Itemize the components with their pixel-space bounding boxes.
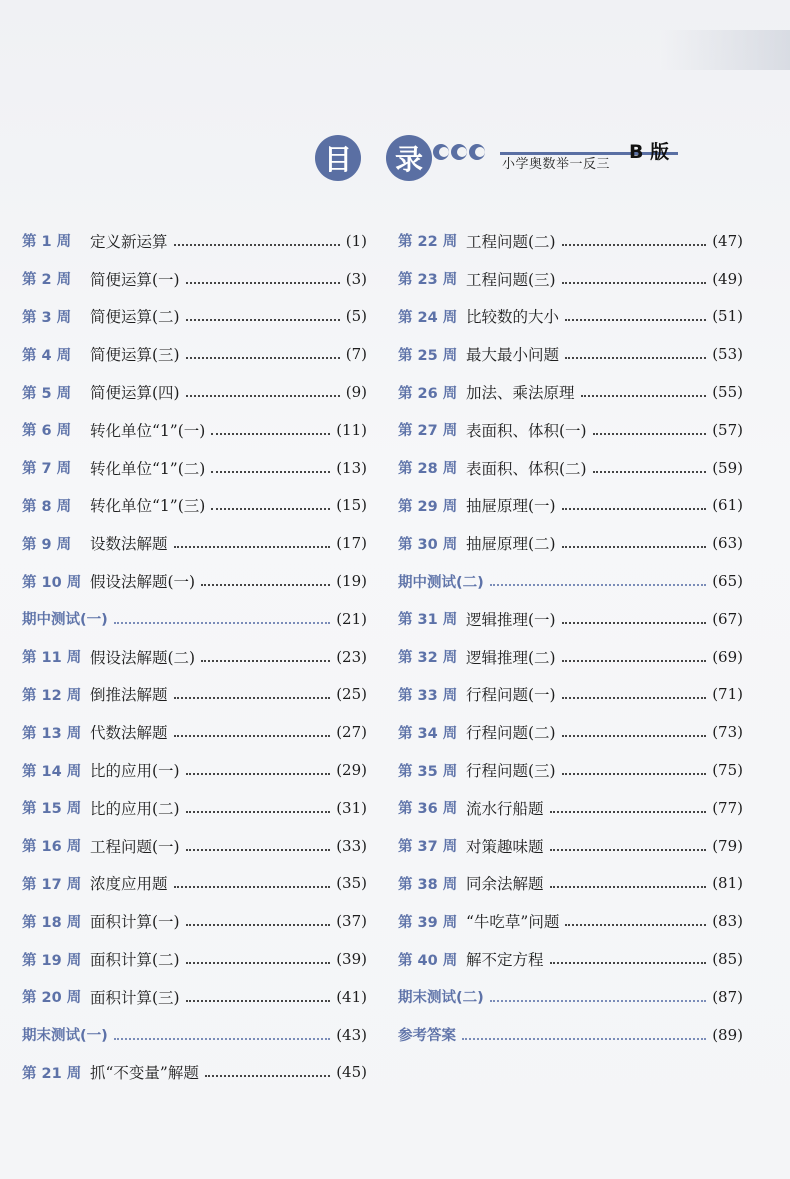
- dot-leader: [565, 357, 706, 359]
- toc-entry[interactable]: [22, 449, 367, 487]
- toc-page-number: (71): [712, 685, 743, 704]
- toc-entry-title: 加法、乘法原理: [466, 384, 575, 403]
- toc-page-number: (29): [336, 761, 367, 780]
- toc-week-label: 第 17 周: [22, 876, 82, 893]
- toc-entry[interactable]: [398, 676, 743, 714]
- toc-week-label: 第 11 周: [22, 650, 82, 667]
- toc-entry[interactable]: [22, 676, 367, 714]
- toc-page-number: (51): [712, 307, 743, 326]
- title-char-mu: 目: [315, 135, 361, 181]
- toc-page-number: (85): [712, 950, 743, 969]
- toc-week-label: 第 15 周: [22, 801, 82, 818]
- toc-entry-title: 逻辑推理(二): [466, 648, 556, 667]
- toc-page-number: (9): [345, 383, 367, 402]
- dot-leader: [562, 697, 707, 699]
- dot-leader: [462, 1038, 706, 1040]
- toc-entry[interactable]: [398, 562, 743, 600]
- dot-leader: [562, 773, 707, 775]
- edition-label: B 版: [629, 141, 670, 163]
- toc-entry-title: 设数法解题: [90, 535, 168, 554]
- toc-entry-title: 行程问题(二): [466, 724, 556, 743]
- toc-entry[interactable]: [398, 298, 743, 336]
- toc-page-number: (57): [712, 420, 743, 439]
- toc-entry[interactable]: [398, 411, 743, 449]
- toc-week-label: 第 19 周: [22, 952, 82, 969]
- toc-week-label: 第 22 周: [398, 234, 458, 251]
- toc-page-number: (77): [712, 798, 743, 817]
- chevron-icon: [469, 144, 485, 160]
- toc-entry-title: 代数法解题: [90, 724, 168, 743]
- toc-entry-title: 简便运算(三): [90, 346, 180, 365]
- toc-page-number: (89): [712, 1025, 743, 1044]
- toc-page-number: (5): [345, 307, 367, 326]
- dot-leader: [186, 395, 340, 397]
- toc-entry-title: 抓“不变量”解题: [90, 1064, 199, 1083]
- toc-entry[interactable]: [22, 562, 367, 600]
- toc-entry-title: “牛吃草”问题: [466, 913, 560, 932]
- toc-entry[interactable]: [22, 1054, 367, 1092]
- toc-entry-title: 逻辑推理(一): [466, 610, 556, 629]
- dot-leader: [174, 735, 331, 737]
- toc-entry[interactable]: [22, 222, 367, 260]
- dot-leader: [114, 622, 330, 624]
- toc-page-number: (23): [336, 647, 367, 666]
- toc-week-label: 第 40 周: [398, 952, 458, 969]
- toc-entry-title: 面积计算(三): [90, 988, 180, 1007]
- toc-entry-title: 转化单位“1”(二): [90, 459, 206, 478]
- dot-leader: [550, 886, 707, 888]
- toc-entry[interactable]: [22, 298, 367, 336]
- dot-leader: [186, 773, 331, 775]
- toc-page-number: (13): [336, 458, 367, 477]
- dot-leader: [593, 471, 707, 473]
- toc-entry-title: 假设法解题(一): [90, 573, 196, 592]
- toc-header: [0, 125, 790, 195]
- toc-entry-title: 表面积、体积(二): [466, 459, 587, 478]
- toc-page-number: (21): [336, 609, 367, 628]
- toc-entry-title: 行程问题(三): [466, 762, 556, 781]
- toc-page-number: (31): [336, 798, 367, 817]
- toc-entry[interactable]: [22, 335, 367, 373]
- toc-entry-title: 倒推法解题: [90, 686, 168, 705]
- dot-leader: [562, 735, 707, 737]
- dot-leader: [201, 584, 330, 586]
- toc-week-label: 第 7 周: [22, 461, 72, 478]
- toc-entry[interactable]: [398, 978, 743, 1016]
- toc-entry-title: 定义新运算: [90, 232, 168, 251]
- toc-week-label: 第 36 周: [398, 801, 458, 818]
- dot-leader: [186, 319, 340, 321]
- toc-entry[interactable]: [22, 902, 367, 940]
- dot-leader: [174, 244, 340, 246]
- toc-entry[interactable]: [22, 827, 367, 865]
- toc-week-label: 第 16 周: [22, 839, 82, 856]
- toc-page-number: (87): [712, 987, 743, 1006]
- dot-leader: [490, 584, 706, 586]
- toc-page-number: (73): [712, 723, 743, 742]
- toc-entry[interactable]: [22, 638, 367, 676]
- toc-week-label: 第 23 周: [398, 272, 458, 289]
- toc-entry[interactable]: [22, 260, 367, 298]
- toc-page-number: (75): [712, 761, 743, 780]
- toc-page-number: (25): [336, 685, 367, 704]
- toc-entry[interactable]: [398, 638, 743, 676]
- toc-page-number: (17): [336, 534, 367, 553]
- dot-leader: [562, 282, 707, 284]
- toc-week-label: 第 27 周: [398, 423, 458, 440]
- toc-page-number: (15): [336, 496, 367, 515]
- toc-week-label: 第 8 周: [22, 498, 72, 515]
- toc-entry-title: 转化单位“1”(三): [90, 497, 206, 516]
- toc-page-number: (3): [345, 269, 367, 288]
- toc-week-label: 第 20 周: [22, 990, 82, 1007]
- toc-entry-title: 浓度应用题: [90, 875, 168, 894]
- chevron-icon: [451, 144, 467, 160]
- dot-leader: [186, 811, 331, 813]
- toc-entry[interactable]: [22, 373, 367, 411]
- dot-leader: [186, 1000, 331, 1002]
- dot-leader: [211, 433, 330, 435]
- toc-entry-title: 流水行船题: [466, 799, 544, 818]
- toc-entry[interactable]: [398, 1016, 743, 1054]
- toc-column-left: [22, 222, 367, 1091]
- toc-page-number: (37): [336, 912, 367, 931]
- toc-page-number: (27): [336, 723, 367, 742]
- toc-entry[interactable]: [22, 978, 367, 1016]
- toc-page-number: (45): [336, 1063, 367, 1082]
- toc-page-number: (49): [712, 269, 743, 288]
- toc-entry-title: 最大最小问题: [466, 346, 560, 365]
- toc-entry-title: 同余法解题: [466, 875, 544, 894]
- toc-entry-title: 简便运算(一): [90, 270, 180, 289]
- toc-page-number: (81): [712, 874, 743, 893]
- toc-entry[interactable]: [398, 713, 743, 751]
- dot-leader: [186, 962, 331, 964]
- toc-entry[interactable]: [398, 827, 743, 865]
- toc-entry[interactable]: [22, 865, 367, 903]
- toc-page-number: (47): [712, 231, 743, 250]
- toc-entry-title: 面积计算(一): [90, 913, 180, 932]
- toc-page-number: (7): [345, 345, 367, 364]
- toc-entry-title: 工程问题(三): [466, 270, 556, 289]
- toc-entry[interactable]: [22, 487, 367, 525]
- toc-week-label: 第 31 周: [398, 612, 458, 629]
- toc-entry[interactable]: [22, 1016, 367, 1054]
- toc-column-right: [398, 222, 743, 1054]
- toc-page-number: (1): [345, 231, 367, 250]
- toc-week-label: 第 12 周: [22, 687, 82, 704]
- toc-entry[interactable]: [398, 940, 743, 978]
- toc-week-label: 第 25 周: [398, 347, 458, 364]
- dot-leader: [562, 244, 707, 246]
- corner-decoration: [660, 30, 790, 70]
- toc-section-title: 期末测试(一): [22, 1028, 108, 1045]
- dot-leader: [550, 962, 707, 964]
- chevron-decoration: [433, 144, 485, 160]
- toc-week-label: 第 1 周: [22, 234, 72, 251]
- toc-week-label: 第 39 周: [398, 914, 458, 931]
- dot-leader: [593, 433, 707, 435]
- toc-week-label: 第 14 周: [22, 763, 82, 780]
- toc-page-number: (65): [712, 572, 743, 591]
- toc-week-label: 第 13 周: [22, 725, 82, 742]
- toc-page-number: (41): [336, 987, 367, 1006]
- dot-leader: [174, 697, 331, 699]
- toc-entry[interactable]: [22, 940, 367, 978]
- toc-entry[interactable]: [22, 789, 367, 827]
- toc-entry[interactable]: [22, 411, 367, 449]
- toc-entry[interactable]: [398, 222, 743, 260]
- toc-entry-title: 抽屉原理(一): [466, 497, 556, 516]
- dot-leader: [562, 546, 707, 548]
- toc-week-label: 第 9 周: [22, 536, 72, 553]
- toc-week-label: 第 6 周: [22, 423, 72, 440]
- toc-week-label: 第 38 周: [398, 876, 458, 893]
- toc-week-label: 第 18 周: [22, 914, 82, 931]
- dot-leader: [186, 282, 340, 284]
- toc-week-label: 第 10 周: [22, 574, 82, 591]
- toc-section-title: 期中测试(二): [398, 574, 484, 591]
- toc-entry[interactable]: [398, 260, 743, 298]
- toc-entry[interactable]: [398, 335, 743, 373]
- toc-entry-title: 工程问题(二): [466, 232, 556, 251]
- toc-entry-title: 比的应用(一): [90, 762, 180, 781]
- toc-week-label: 第 4 周: [22, 347, 72, 364]
- toc-entry-title: 对策趣味题: [466, 837, 544, 856]
- toc-section-title: 期末测试(二): [398, 990, 484, 1007]
- toc-week-label: 第 2 周: [22, 272, 72, 289]
- dot-leader: [186, 357, 340, 359]
- toc-week-label: 第 5 周: [22, 385, 72, 402]
- toc-entry-title: 比较数的大小: [466, 308, 560, 327]
- dot-leader: [581, 395, 707, 397]
- toc-entry[interactable]: [22, 600, 367, 638]
- dot-leader: [205, 1075, 330, 1077]
- toc-entry[interactable]: [398, 865, 743, 903]
- dot-leader: [211, 471, 330, 473]
- toc-entry[interactable]: [398, 789, 743, 827]
- toc-entry-title: 转化单位“1”(一): [90, 421, 206, 440]
- dot-leader: [562, 660, 707, 662]
- dot-leader: [211, 508, 330, 510]
- dot-leader: [562, 508, 707, 510]
- toc-week-label: 第 26 周: [398, 385, 458, 402]
- dot-leader: [550, 811, 707, 813]
- toc-entry-title: 解不定方程: [466, 951, 544, 970]
- toc-week-label: 第 3 周: [22, 309, 72, 326]
- toc-entry[interactable]: [22, 524, 367, 562]
- toc-entry-title: 面积计算(二): [90, 951, 180, 970]
- toc-entry[interactable]: [398, 600, 743, 638]
- toc-entry[interactable]: [398, 449, 743, 487]
- toc-page-number: (59): [712, 458, 743, 477]
- toc-entry[interactable]: [398, 487, 743, 525]
- toc-page-number: (69): [712, 647, 743, 666]
- dot-leader: [174, 886, 331, 888]
- toc-page-number: (11): [336, 420, 367, 439]
- toc-week-label: 第 33 周: [398, 687, 458, 704]
- toc-entry-title: 简便运算(二): [90, 308, 180, 327]
- toc-entry[interactable]: [22, 713, 367, 751]
- dot-leader: [562, 622, 707, 624]
- toc-entry[interactable]: [398, 524, 743, 562]
- toc-page-number: (35): [336, 874, 367, 893]
- toc-entry[interactable]: [398, 373, 743, 411]
- dot-leader: [186, 849, 331, 851]
- toc-week-label: 第 34 周: [398, 725, 458, 742]
- dot-leader: [114, 1038, 330, 1040]
- dot-leader: [201, 660, 330, 662]
- chevron-icon: [433, 144, 449, 160]
- toc-entry-title: 简便运算(四): [90, 384, 180, 403]
- title-char-lu: 录: [386, 135, 432, 181]
- toc-entry-title: 行程问题(一): [466, 686, 556, 705]
- toc-entry-title: 比的应用(二): [90, 799, 180, 818]
- toc-week-label: 第 21 周: [22, 1065, 82, 1082]
- toc-entry-title: 抽屉原理(二): [466, 535, 556, 554]
- toc-week-label: 第 29 周: [398, 498, 458, 515]
- toc-page-number: (55): [712, 383, 743, 402]
- toc-page-number: (19): [336, 572, 367, 591]
- toc-page-number: (43): [336, 1025, 367, 1044]
- dot-leader: [565, 319, 706, 321]
- toc-section-title: 期中测试(一): [22, 612, 108, 629]
- toc-page-number: (39): [336, 950, 367, 969]
- toc-week-label: 第 24 周: [398, 309, 458, 326]
- toc-entry-title: 假设法解题(二): [90, 648, 196, 667]
- toc-entry[interactable]: [22, 751, 367, 789]
- dot-leader: [174, 546, 331, 548]
- toc-page-number: (79): [712, 836, 743, 855]
- toc-week-label: 第 37 周: [398, 839, 458, 856]
- dot-leader: [490, 1000, 706, 1002]
- toc-week-label: 第 28 周: [398, 461, 458, 478]
- dot-leader: [550, 849, 707, 851]
- toc-page-number: (61): [712, 496, 743, 515]
- toc-entry[interactable]: [398, 751, 743, 789]
- toc-entry[interactable]: [398, 902, 743, 940]
- toc-page-number: (67): [712, 609, 743, 628]
- toc-week-label: 第 35 周: [398, 763, 458, 780]
- book-subtitle: 小学奥数举一反三: [502, 157, 611, 172]
- toc-page-number: (63): [712, 534, 743, 553]
- dot-leader: [565, 924, 706, 926]
- toc-section-title: 参考答案: [398, 1028, 456, 1045]
- toc-page-number: (33): [336, 836, 367, 855]
- toc-entry-title: 表面积、体积(一): [466, 421, 587, 440]
- toc-week-label: 第 32 周: [398, 650, 458, 667]
- toc-week-label: 第 30 周: [398, 536, 458, 553]
- dot-leader: [186, 924, 331, 926]
- toc-page-number: (53): [712, 345, 743, 364]
- toc-entry-title: 工程问题(一): [90, 837, 180, 856]
- toc-page-number: (83): [712, 912, 743, 931]
